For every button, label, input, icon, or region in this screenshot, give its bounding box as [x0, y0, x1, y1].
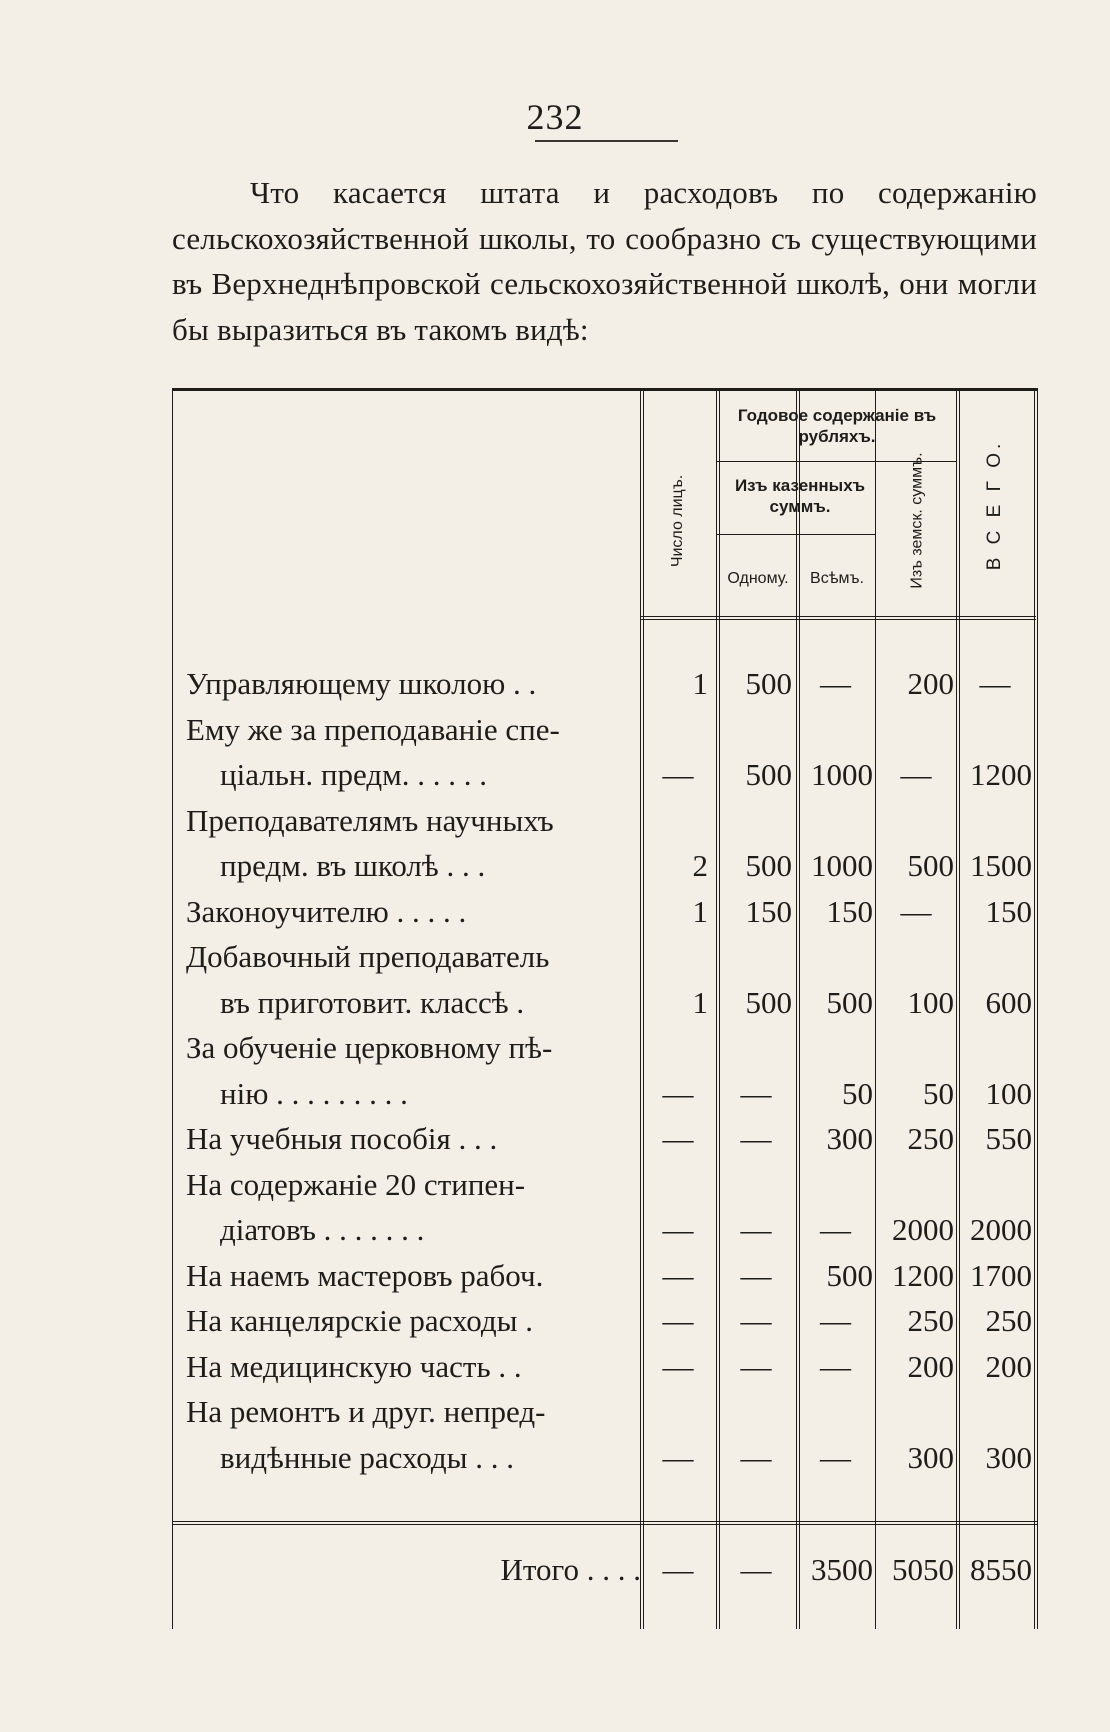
total-row [172, 1547, 1038, 1593]
row-label-line1: На медицинскую часть . . [186, 1348, 522, 1384]
row-persons: — [662, 1075, 694, 1111]
row-label-line1: На канцелярскіе расходы . [186, 1303, 533, 1338]
header-zemstvo: Изъ земск. суммъ. [908, 452, 926, 589]
row-persons: — [662, 1121, 694, 1156]
row-label-line1: Управляющему школою . . [186, 666, 537, 701]
row-total: 1200 [970, 757, 1032, 792]
row-label [186, 1253, 641, 1299]
row-one: 500 [745, 984, 792, 1020]
row-persons: 1 [692, 984, 708, 1020]
row-one: 500 [745, 848, 792, 883]
table-row [172, 1253, 1038, 1299]
row-one: — [740, 1212, 772, 1247]
page-number: 232 [526, 97, 584, 137]
row-zemstvo: 200 [907, 666, 954, 701]
row-zemstvo: 250 [907, 1121, 954, 1156]
row-label-line2: нію . . . . . . . . . [220, 1075, 408, 1111]
row-total: 600 [985, 984, 1032, 1020]
row-persons: 1 [692, 666, 708, 701]
row-all: — [820, 1348, 851, 1384]
row-label-line1: Законоучителю . . . . . [186, 893, 467, 929]
row-label-line1: На ремонтъ и друг. непред- [186, 1394, 546, 1429]
header-persons: Число лицъ. [669, 474, 686, 568]
row-total: 2000 [970, 1212, 1032, 1247]
row-one: 500 [745, 757, 792, 792]
row-persons: — [662, 757, 694, 792]
table-row [172, 707, 1038, 798]
row-label [186, 1298, 641, 1344]
row-total: 550 [985, 1121, 1032, 1156]
row-label-line1: На содержаніе 20 стипен- [186, 1166, 526, 1202]
table-row [172, 1298, 1038, 1344]
row-zemstvo: 300 [907, 1439, 954, 1475]
row-label [186, 1389, 641, 1480]
row-total: 300 [985, 1439, 1032, 1475]
row-zemstvo: 50 [923, 1075, 954, 1111]
row-all: 50 [842, 1075, 873, 1111]
budget-table [172, 388, 1038, 1629]
table-row [172, 1116, 1038, 1162]
row-all: — [820, 1212, 851, 1247]
header-total: В С Е Г О. [984, 439, 1005, 571]
row-zemstvo: 250 [907, 1303, 954, 1338]
row-label-line1: За обученіе церковному пѣ- [186, 1030, 553, 1065]
row-persons: 1 [692, 893, 708, 929]
row-total: 150 [985, 893, 1032, 929]
row-zemstvo: 2000 [892, 1212, 954, 1247]
table-row [172, 661, 1038, 707]
row-one: — [740, 1439, 772, 1475]
row-all: 500 [826, 1257, 873, 1293]
row-label-line2: ціальн. предм. . . . . . [220, 757, 488, 792]
header-bottom-rule [640, 616, 1036, 620]
row-label [186, 798, 641, 889]
total-sum: 8550 [970, 1552, 1032, 1587]
row-label-line2: предм. въ школѣ . . . [220, 848, 486, 883]
header-treasury: Изъ казенныхъ суммъ. [734, 476, 866, 516]
row-label-line1: На учебныя пособія . . . [186, 1121, 498, 1156]
row-label-line1: Добавочный преподаватель [186, 939, 550, 974]
row-total: 1700 [970, 1257, 1032, 1293]
row-label [186, 707, 641, 798]
row-all: — [820, 1439, 851, 1475]
row-all: 150 [826, 893, 873, 929]
total-one: — [740, 1552, 772, 1587]
row-label-line2: видѣнные расходы . . . [220, 1439, 514, 1475]
row-one: 150 [745, 893, 792, 929]
row-total: — [979, 666, 1011, 701]
row-total: 200 [985, 1348, 1032, 1384]
row-all: — [820, 1303, 851, 1338]
row-zemstvo: 500 [907, 848, 954, 883]
table-row [172, 798, 1038, 889]
row-label-line2: діатовъ . . . . . . . [220, 1212, 425, 1247]
row-label [186, 934, 641, 1025]
row-label [186, 1116, 641, 1162]
table-row [172, 1344, 1038, 1390]
row-label-line1: Преподавателямъ научныхъ [186, 802, 554, 838]
row-label [186, 1025, 641, 1116]
header-one: Одному. [727, 570, 789, 587]
row-label-line1: Ему же за преподаваніе спе- [186, 711, 560, 747]
row-persons: — [662, 1257, 694, 1293]
header-annual: Годовое содержаніе въ рубляхъ. [737, 406, 937, 446]
row-label-line1: На наемъ мастеровъ рабоч. [186, 1257, 544, 1293]
row-label-line2: въ приготовит. классѣ . [220, 984, 525, 1020]
row-total: 250 [985, 1303, 1032, 1338]
row-label [186, 1344, 641, 1390]
row-one: 500 [745, 666, 792, 701]
row-total: 100 [985, 1075, 1032, 1111]
table-row [172, 1025, 1038, 1116]
table-row [172, 934, 1038, 1025]
row-persons: — [662, 1439, 694, 1475]
header-rule-treasury [716, 534, 875, 535]
row-one: — [740, 1121, 772, 1156]
row-total: 1500 [970, 848, 1032, 883]
row-persons: — [662, 1348, 694, 1384]
row-zemstvo: 200 [907, 1348, 954, 1384]
row-persons: — [662, 1303, 694, 1338]
table-row [172, 1389, 1038, 1480]
row-all: 1000 [811, 757, 873, 792]
row-persons: 2 [692, 848, 708, 883]
row-zemstvo: — [900, 893, 932, 929]
row-persons: — [662, 1212, 694, 1247]
row-zemstvo: 1200 [892, 1257, 954, 1293]
header-all: Всѣмъ. [810, 570, 864, 587]
row-one: — [740, 1303, 772, 1338]
row-all: 500 [826, 984, 873, 1020]
total-all: 3500 [811, 1552, 873, 1587]
row-all: — [820, 666, 851, 701]
total-zemstvo: 5050 [892, 1552, 954, 1587]
row-one: — [740, 1075, 772, 1111]
table-row [172, 1162, 1038, 1253]
total-top-rule [172, 1521, 1038, 1525]
row-all: 300 [826, 1121, 873, 1156]
row-label [186, 1162, 641, 1253]
row-one: — [740, 1257, 772, 1293]
total-label: Итого . . . . [500, 1552, 641, 1587]
page-number-rule [535, 140, 678, 142]
row-one: — [740, 1348, 772, 1384]
total-persons: — [662, 1552, 694, 1587]
row-zemstvo: — [900, 757, 932, 792]
row-label [186, 889, 641, 935]
row-label [186, 661, 641, 707]
table-row [172, 889, 1038, 935]
row-zemstvo: 100 [907, 984, 954, 1020]
row-all: 1000 [811, 848, 873, 883]
intro-paragraph: Что касается штата и расходовъ по содержанію сельскохозяйственной школы, то сообразно съ существующими въ Верхнеднѣпровской сельскохозяйственной школѣ, они могли бы выразиться въ такомъ видѣ: [172, 175, 1037, 347]
